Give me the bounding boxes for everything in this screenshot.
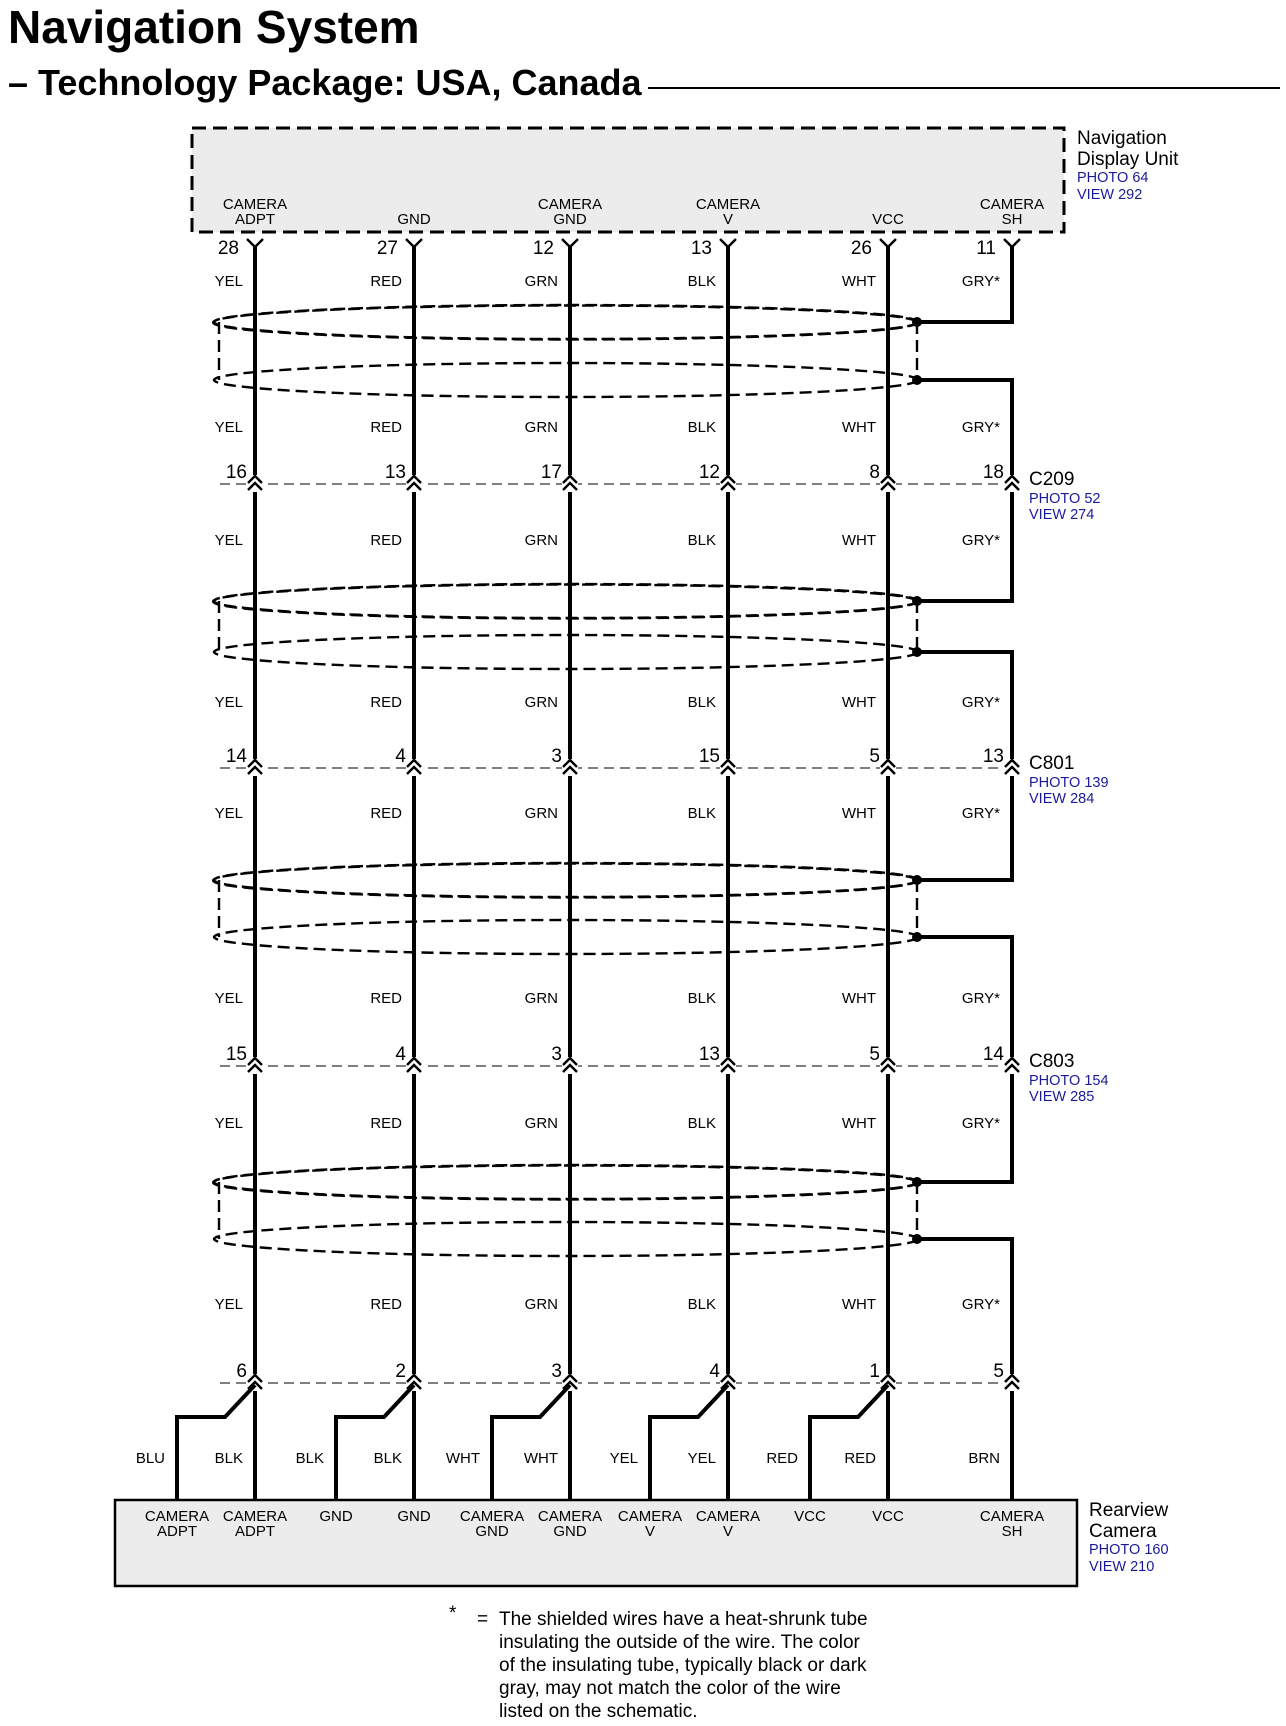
page-subtitle: – Technology Package: USA, Canada	[8, 62, 642, 103]
camera-pin-number: 3	[551, 1361, 562, 1382]
wire-color-label: BLK	[687, 1296, 716, 1313]
camera-pin-number: 4	[709, 1361, 720, 1382]
nav-pin-terminal	[880, 239, 896, 247]
nav-terminal-label: CAMERA	[222, 196, 288, 213]
camera-terminal-label: GND	[553, 1523, 587, 1540]
wire-color-label: RED	[370, 694, 402, 711]
camera-terminal-label: GND	[319, 1508, 353, 1525]
nav-pin-terminal	[562, 239, 578, 247]
nav-terminal-label: CAMERA	[979, 196, 1045, 213]
wire-color-label: YEL	[214, 1296, 243, 1313]
shield-drain-dot	[912, 1177, 922, 1187]
connector-pin-number: 5	[869, 746, 880, 767]
connector-view-ref[interactable]: VIEW 285	[1029, 1089, 1095, 1105]
shield-drain-dot	[912, 875, 922, 885]
camera-terminal-label: ADPT	[156, 1523, 198, 1540]
wire-color-label: BLK	[687, 419, 716, 436]
camera-terminal-label: CAMERA	[617, 1508, 683, 1525]
camera-terminal-label: CAMERA	[695, 1508, 761, 1525]
wire-color-label: YEL	[214, 419, 243, 436]
camera-terminal-label: VCC	[872, 1508, 904, 1525]
rear-camera-photo-ref[interactable]: PHOTO 160	[1089, 1542, 1169, 1558]
wire-color-label: GRY*	[961, 273, 1000, 290]
wire-color-label: GRN	[524, 532, 558, 549]
camera-terminal-label: VCC	[794, 1508, 826, 1525]
wire-color-label: RED	[370, 1296, 402, 1313]
wire-color-label: BLK	[687, 694, 716, 711]
shield-drain-dot	[912, 932, 922, 942]
wire-color-label: BLK	[687, 532, 716, 549]
nav-terminal-label: ADPT	[234, 211, 276, 228]
camera-branch-wire	[650, 1385, 728, 1500]
camera-wire-color: YEL	[687, 1450, 716, 1467]
nav-terminal-label: GND	[397, 211, 431, 228]
footnote-text: The shielded wires have a heat-shrunk tube insulating the outside of the wire. The color of the insulating tube, typically black or dark gray, may not match the color of the wire listed on the schematic.	[499, 1609, 868, 1722]
wire-color-label: GRN	[524, 805, 558, 822]
nav-terminal-label: CAMERA	[695, 196, 761, 213]
wire-color-label: YEL	[214, 990, 243, 1007]
connector-photo-ref[interactable]: PHOTO 139	[1029, 775, 1109, 791]
nav-terminal-label: SH	[1001, 211, 1023, 228]
camera-wire-color: YEL	[609, 1450, 638, 1467]
wire-color-label: GRN	[524, 1115, 558, 1132]
wire-color-label: GRY*	[961, 1115, 1000, 1132]
nav-pin-terminal	[406, 239, 422, 247]
wire-color-label: WHT	[841, 1296, 876, 1313]
nav-pin-number: 13	[690, 238, 712, 259]
wire-color-label: YEL	[214, 532, 243, 549]
connector-pin-number: 14	[225, 746, 247, 767]
wire-color-label: GRN	[524, 273, 558, 290]
wire-color-label: WHT	[841, 694, 876, 711]
camera-branch-wire	[177, 1385, 255, 1500]
shield-drain-dot	[912, 375, 922, 385]
wire-color-label: GRN	[524, 419, 558, 436]
wire-color-label: GRY*	[961, 805, 1000, 822]
wire-color-label: GRY*	[961, 419, 1000, 436]
nav-pin-number: 11	[976, 238, 996, 259]
nav-pin-number: 27	[376, 238, 398, 259]
connector-pin-number: 3	[551, 746, 562, 767]
wire-color-label: YEL	[214, 694, 243, 711]
camera-wire-color: BRN	[968, 1450, 1000, 1467]
shield-drain-dot	[912, 1234, 922, 1244]
connector-pin-number: 4	[395, 1044, 406, 1065]
connector-pin-number: 13	[698, 1044, 720, 1065]
shield-drain-dot	[912, 647, 922, 657]
camera-terminal-label: GND	[397, 1508, 431, 1525]
rear-camera-name-1: Rearview	[1089, 1500, 1169, 1521]
wire-color-label: GRY*	[961, 532, 1000, 549]
wire-color-label: RED	[370, 1115, 402, 1132]
connector-name: C803	[1029, 1051, 1075, 1072]
nav-unit-box	[192, 128, 1064, 232]
connector-pin-number: 12	[698, 462, 720, 483]
wire-color-label: YEL	[214, 805, 243, 822]
wire-color-label: GRY*	[961, 1296, 1000, 1313]
wire-color-label: BLK	[687, 805, 716, 822]
nav-unit-view-ref[interactable]: VIEW 292	[1077, 187, 1143, 203]
connector-photo-ref[interactable]: PHOTO 52	[1029, 491, 1101, 507]
camera-wire-color: WHT	[445, 1450, 480, 1467]
camera-branch-wire	[810, 1385, 888, 1500]
camera-wire-color: BLK	[373, 1450, 402, 1467]
nav-pin-terminal	[247, 239, 263, 247]
shield-drain-dot	[912, 317, 922, 327]
wire-color-label: BLK	[687, 1115, 716, 1132]
connector-view-ref[interactable]: VIEW 274	[1029, 507, 1095, 523]
connector-pin-number: 15	[698, 746, 720, 767]
wire-color-label: RED	[370, 273, 402, 290]
camera-terminal-label: CAMERA	[979, 1508, 1045, 1525]
connector-name: C801	[1029, 753, 1075, 774]
wire-color-label: GRN	[524, 1296, 558, 1313]
footnote-equals: =	[477, 1609, 489, 1630]
wire-color-label: GRY*	[961, 694, 1000, 711]
camera-terminal-label: CAMERA	[222, 1508, 288, 1525]
nav-terminal-label: CAMERA	[537, 196, 603, 213]
nav-terminal-label: V	[722, 211, 734, 228]
wire-color-label: GRY*	[961, 990, 1000, 1007]
connector-pin-number: 3	[551, 1044, 562, 1065]
shield-drain-dot	[912, 596, 922, 606]
camera-wire-color: BLK	[295, 1450, 324, 1467]
nav-terminal-label: VCC	[872, 211, 904, 228]
rear-camera-view-ref[interactable]: VIEW 210	[1089, 1559, 1155, 1575]
connector-pin-number: 4	[395, 746, 406, 767]
nav-pin-number: 26	[850, 238, 872, 259]
camera-wire-color: BLK	[214, 1450, 243, 1467]
wire-color-label: RED	[370, 990, 402, 1007]
camera-terminal-label: SH	[1001, 1523, 1023, 1540]
connector-pin-number: 13	[982, 746, 1004, 767]
wire-color-label: BLK	[687, 273, 716, 290]
wire-color-label: WHT	[841, 273, 876, 290]
camera-pin-number: 2	[395, 1361, 406, 1382]
nav-pin-number: 12	[532, 238, 554, 259]
camera-terminal-label: V	[644, 1523, 656, 1540]
nav-pin-terminal	[1004, 239, 1020, 247]
connector-name: C209	[1029, 469, 1075, 490]
footnote-asterisk: *	[449, 1603, 457, 1624]
nav-pin-number: 28	[217, 238, 239, 259]
camera-pin-number: 1	[869, 1361, 880, 1382]
wire-color-label: RED	[370, 419, 402, 436]
nav-unit-name-1: Navigation	[1077, 128, 1167, 149]
camera-terminal-label: V	[722, 1523, 734, 1540]
camera-pin-number: 6	[236, 1361, 247, 1382]
wire-color-label: WHT	[841, 532, 876, 549]
camera-terminal-label: CAMERA	[144, 1508, 210, 1525]
connector-pin-number: 5	[869, 1044, 880, 1065]
wire-color-label: WHT	[841, 805, 876, 822]
wire-color-label: YEL	[214, 1115, 243, 1132]
shield-tube-bottom	[214, 635, 918, 669]
camera-wire-color: RED	[766, 1450, 798, 1467]
wire-color-label: WHT	[841, 419, 876, 436]
shield-tube-bottom	[214, 920, 918, 954]
camera-wire-color: BLU	[135, 1450, 165, 1467]
camera-wire-color: WHT	[523, 1450, 558, 1467]
connector-pin-number: 17	[540, 462, 562, 483]
camera-terminal-label: GND	[475, 1523, 509, 1540]
camera-branch-wire	[336, 1385, 414, 1500]
connector-pin-number: 8	[869, 462, 880, 483]
wire-color-label: RED	[370, 805, 402, 822]
wire-color-label: RED	[370, 532, 402, 549]
connector-pin-number: 16	[225, 462, 247, 483]
connector-pin-number: 15	[225, 1044, 247, 1065]
wire-color-label: WHT	[841, 1115, 876, 1132]
rear-camera-name-2: Camera	[1089, 1521, 1157, 1542]
nav-unit-photo-ref[interactable]: PHOTO 64	[1077, 170, 1149, 186]
wire-color-label: GRN	[524, 694, 558, 711]
shield-tube-bottom	[214, 1222, 918, 1256]
camera-wire-color: RED	[844, 1450, 876, 1467]
nav-pin-terminal	[720, 239, 736, 247]
camera-terminal-label: CAMERA	[537, 1508, 603, 1525]
nav-terminal-label: GND	[553, 211, 587, 228]
wire-color-label: BLK	[687, 990, 716, 1007]
connector-photo-ref[interactable]: PHOTO 154	[1029, 1073, 1109, 1089]
shield-drain-wire	[917, 768, 1012, 880]
page-title: Navigation System	[8, 1, 420, 53]
connector-pin-number: 14	[982, 1044, 1004, 1065]
shield-tube-bottom	[214, 363, 918, 397]
wire-color-label: YEL	[214, 273, 243, 290]
camera-terminal-label: ADPT	[234, 1523, 276, 1540]
camera-pin-number: 5	[993, 1361, 1004, 1382]
connector-pin-number: 13	[384, 462, 406, 483]
wire-color-label: GRN	[524, 990, 558, 1007]
camera-branch-wire	[492, 1385, 570, 1500]
nav-unit-name-2: Display Unit	[1077, 149, 1179, 170]
camera-terminal-label: CAMERA	[459, 1508, 525, 1525]
connector-pin-number: 18	[982, 462, 1004, 483]
connector-view-ref[interactable]: VIEW 284	[1029, 791, 1095, 807]
wire-color-label: WHT	[841, 990, 876, 1007]
